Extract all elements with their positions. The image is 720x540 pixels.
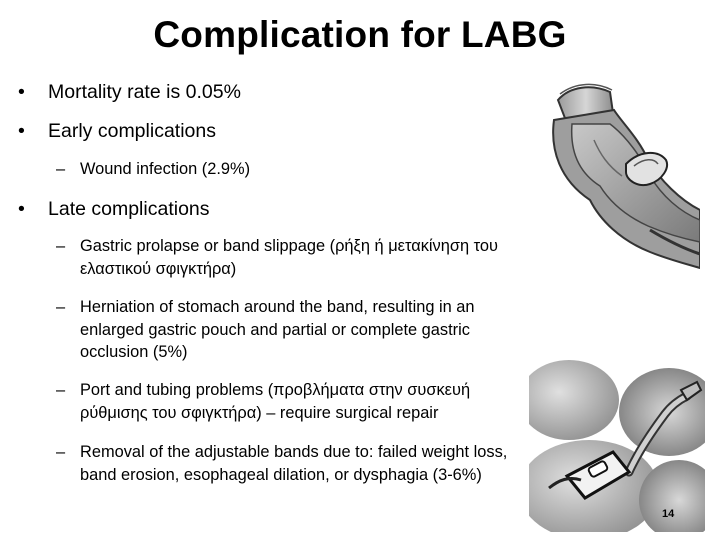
dash-marker: – — [56, 160, 66, 178]
bullet-text: Mortality rate is 0.05% — [48, 81, 241, 103]
subbullet-gastric-prolapse — [56, 235, 526, 280]
adjustable-band-illustration — [529, 360, 705, 532]
subbullet-wound-infection — [56, 158, 526, 181]
subbullet-port-tubing — [56, 379, 526, 424]
subbullet-text: Removal of the adjustable bands due to: failed weight loss, band erosion, esophageal dilation, or dysphagia (3-6%) — [80, 443, 508, 484]
bullet-mortality — [18, 80, 241, 104]
subbullet-text: Gastric prolapse or band slippage (ρήξη ή μετακίνηση του ελαστικού σφιγκτήρα) — [80, 237, 498, 278]
bullet-late-complications — [18, 197, 210, 221]
page-number: 14 — [662, 508, 675, 520]
dash-marker: – — [56, 381, 66, 399]
bullet-dot: • — [18, 120, 25, 142]
dash-marker: – — [56, 443, 66, 461]
subbullet-herniation — [56, 296, 526, 364]
subbullet-text: Port and tubing problems (προβλήματα στην συσκευή ρύθμισης του σφιγκτήρα) – require surgical repair — [80, 381, 471, 422]
bullet-dot: • — [18, 198, 25, 220]
subbullet-text: Herniation of stomach around the band, resulting in an enlarged gastric pouch and partial or complete gastric occlusion (5%) — [80, 298, 475, 361]
stomach-band-illustration — [530, 80, 700, 272]
bullet-text: Early complications — [48, 120, 216, 142]
dash-marker: – — [56, 237, 66, 255]
bullet-dot: • — [18, 81, 25, 103]
dash-marker: – — [56, 298, 66, 316]
bullet-early-complications — [18, 119, 216, 143]
slide-title: Complication for LABG — [153, 14, 567, 55]
subbullet-band-removal — [56, 441, 526, 486]
bullet-text: Late complications — [48, 198, 210, 220]
subbullet-text: Wound infection (2.9%) — [80, 160, 251, 178]
